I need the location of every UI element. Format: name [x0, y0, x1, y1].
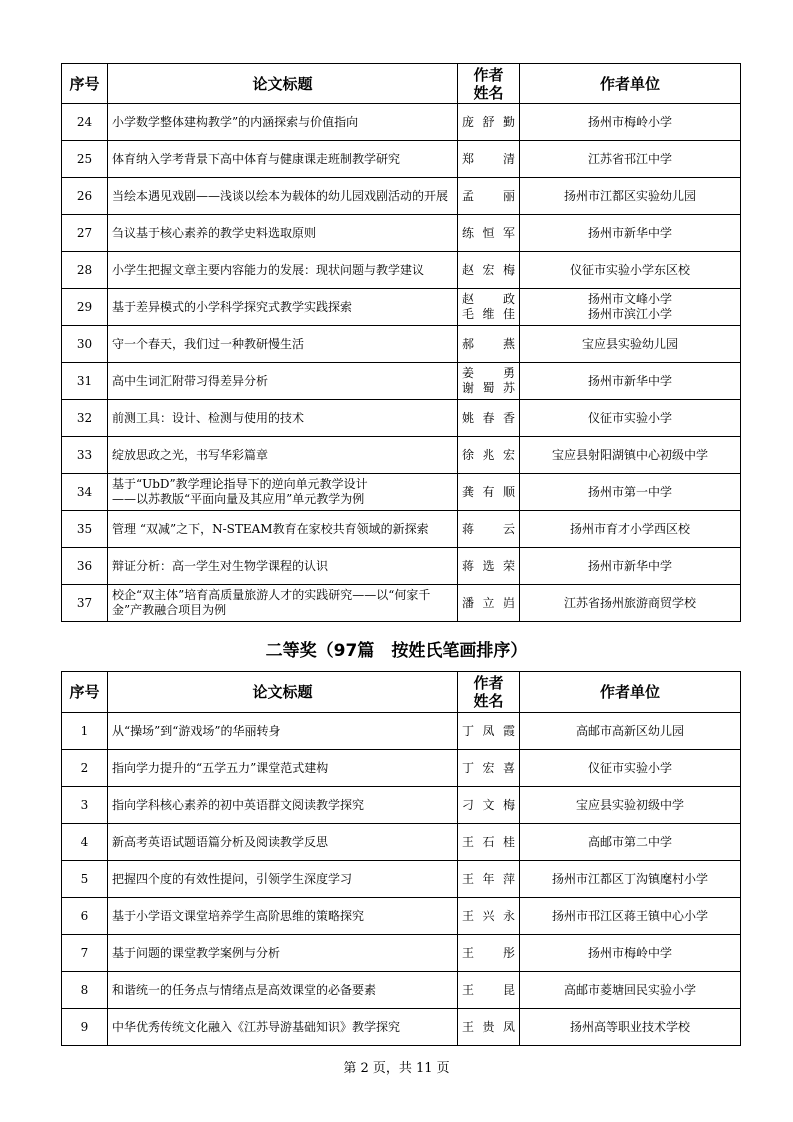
author-names	[458, 861, 520, 898]
paper-title: 基于小学语文课堂培养学生高阶思维的策略探究	[108, 898, 458, 935]
author-name: 蒋 云	[462, 521, 515, 536]
table-row	[62, 252, 741, 289]
page-footer: 第 2 页，共 11 页	[343, 1061, 450, 1076]
paper-title: 当绘本遇见戏剧——浅谈以绘本为载体的幼儿园戏剧活动的开展	[108, 178, 458, 215]
author-names	[458, 898, 520, 935]
paper-title: 守一个春天，我们过一种教研慢生活	[108, 326, 458, 363]
row-number: 3	[62, 787, 108, 824]
paper-title: 前测工具：设计、检测与使用的技术	[108, 400, 458, 437]
unit-name: 扬州市新华中学	[587, 558, 672, 573]
author-name: 郑 清	[462, 151, 515, 166]
unit-name: 仪征市实验小学东区校	[569, 262, 690, 277]
table-header-row	[62, 672, 741, 713]
unit-name: 扬州市梅岭小学	[587, 114, 672, 129]
author-unit	[520, 511, 741, 548]
author-unit	[520, 215, 741, 252]
header-unit: 作者单位	[520, 672, 741, 713]
table-row	[62, 824, 741, 861]
paper-title: 从“操场”到“游戏场”的华丽转身	[108, 713, 458, 750]
author-names	[458, 437, 520, 474]
row-number: 2	[62, 750, 108, 787]
table-row	[62, 104, 741, 141]
author-names	[458, 141, 520, 178]
unit-name: 扬州市育才小学西区校	[569, 521, 690, 536]
table-row	[62, 289, 741, 326]
author-unit	[520, 787, 741, 824]
header-num: 序号	[62, 672, 108, 713]
unit-name: 仪征市实验小学	[587, 760, 672, 775]
unit-name: 宝应县实验幼儿园	[581, 336, 678, 351]
author-unit	[520, 1009, 741, 1046]
row-number: 24	[62, 104, 108, 141]
table-row	[62, 178, 741, 215]
paper-title: 和谐统一的任务点与情绪点是高效课堂的必备要素	[108, 972, 458, 1009]
author-name: 丁凤霞	[462, 723, 515, 738]
unit-name: 扬州市新华中学	[587, 225, 672, 240]
row-number: 28	[62, 252, 108, 289]
paper-title: 管理 “双减”之下，N-STEAM教育在家校共育领域的新探索	[108, 511, 458, 548]
author-name: 王年萍	[462, 871, 515, 886]
author-name: 孟 丽	[462, 188, 515, 203]
unit-name: 江苏省邗江中学	[587, 151, 672, 166]
author-unit	[520, 713, 741, 750]
author-unit	[520, 252, 741, 289]
row-number: 31	[62, 363, 108, 400]
author-unit	[520, 141, 741, 178]
paper-title: 新高考英语试题语篇分析及阅读教学反思	[108, 824, 458, 861]
paper-title: 基于“UbD”教学理论指导下的逆向单元教学设计 ——以苏教版“平面向量及其应用”单元教学为例	[108, 474, 458, 511]
table-row	[62, 750, 741, 787]
header-author	[458, 64, 520, 104]
unit-name: 仪征市实验小学	[587, 410, 672, 425]
author-names	[458, 935, 520, 972]
author-name: 王 昆	[462, 982, 515, 997]
paper-title: 指向学科核心素养的初中英语群文阅读教学探究	[108, 787, 458, 824]
unit-name: 高邮市菱塘回民实验小学	[563, 982, 696, 997]
author-name: 蒋选荣	[462, 558, 515, 573]
row-number: 1	[62, 713, 108, 750]
award-table-second-prize	[61, 671, 741, 1046]
unit-name: 扬州市梅岭中学	[587, 945, 672, 960]
author-unit	[520, 326, 741, 363]
row-number: 4	[62, 824, 108, 861]
table-row	[62, 215, 741, 252]
header-author	[458, 672, 520, 713]
header-title: 论文标题	[108, 64, 458, 104]
author-names	[458, 787, 520, 824]
author-name: 练恒军	[462, 225, 515, 240]
row-number: 6	[62, 898, 108, 935]
paper-title: 体育纳入学考背景下高中体育与健康课走班制教学研究	[108, 141, 458, 178]
table-body	[62, 104, 741, 622]
unit-name: 扬州市江都区丁沟镇麾村小学	[551, 871, 708, 886]
row-number: 25	[62, 141, 108, 178]
table-row	[62, 898, 741, 935]
paper-title: 刍议基于核心素养的教学史料选取原则	[108, 215, 458, 252]
author-name: 王兴永	[462, 908, 515, 923]
paper-title: 中华优秀传统文化融入《江苏导游基础知识》教学探究	[108, 1009, 458, 1046]
author-unit	[520, 178, 741, 215]
paper-title: 小学生把握文章主要内容能力的发展：现状问题与教学建议	[108, 252, 458, 289]
author-names	[458, 178, 520, 215]
author-names	[458, 1009, 520, 1046]
author-unit	[520, 548, 741, 585]
unit-name: 扬州市滨江小学	[587, 307, 672, 321]
author-unit	[520, 750, 741, 787]
paper-title: 把握四个度的有效性提问，引领学生深度学习	[108, 861, 458, 898]
author-unit	[520, 474, 741, 511]
author-unit	[520, 363, 741, 400]
author-name: 庞舒勤	[462, 114, 515, 129]
author-names	[458, 750, 520, 787]
table-row	[62, 400, 741, 437]
author-unit	[520, 972, 741, 1009]
author-unit	[520, 861, 741, 898]
table-row	[62, 585, 741, 622]
table-body	[62, 713, 741, 1046]
unit-name: 扬州市新华中学	[587, 373, 672, 388]
row-number: 8	[62, 972, 108, 1009]
unit-name: 高邮市高新区幼儿园	[575, 723, 684, 738]
row-number: 29	[62, 289, 108, 326]
author-names	[458, 511, 520, 548]
paper-title: 绽放思政之光，书写华彩篇章	[108, 437, 458, 474]
author-name: 王 彤	[462, 945, 515, 960]
table-row	[62, 935, 741, 972]
row-number: 32	[62, 400, 108, 437]
header-title: 论文标题	[108, 672, 458, 713]
table-row	[62, 437, 741, 474]
paper-title: 高中生词汇附带习得差异分析	[108, 363, 458, 400]
row-number: 26	[62, 178, 108, 215]
row-number: 36	[62, 548, 108, 585]
author-name: 潘立岿	[462, 595, 515, 610]
author-name: 刁文梅	[462, 797, 515, 812]
row-number: 9	[62, 1009, 108, 1046]
author-name: 赵 政	[462, 292, 515, 306]
author-names	[458, 215, 520, 252]
author-names	[458, 548, 520, 585]
author-name: 姚春香	[462, 410, 515, 425]
unit-name: 扬州市江都区实验幼儿园	[563, 188, 696, 203]
author-unit	[520, 104, 741, 141]
table-row	[62, 787, 741, 824]
author-names	[458, 972, 520, 1009]
author-names	[458, 326, 520, 363]
author-name: 丁宏喜	[462, 760, 515, 775]
row-number: 27	[62, 215, 108, 252]
row-number: 30	[62, 326, 108, 363]
author-unit	[520, 289, 741, 326]
unit-name: 扬州市文峰小学	[587, 292, 672, 306]
author-unit	[520, 400, 741, 437]
table-row	[62, 972, 741, 1009]
table-row	[62, 548, 741, 585]
author-name: 谢蜀苏	[462, 381, 515, 395]
row-number: 33	[62, 437, 108, 474]
table-row	[62, 474, 741, 511]
author-name: 赵宏梅	[462, 262, 515, 277]
author-unit	[520, 824, 741, 861]
unit-name: 宝应县实验初级中学	[575, 797, 684, 812]
section-title-second-prize: 二等奖（97篇 按姓氏笔画排序）	[265, 641, 528, 661]
unit-name: 扬州高等职业技术学校	[569, 1019, 690, 1034]
award-table-first-prize-continued	[61, 63, 741, 622]
header-num: 序号	[62, 64, 108, 104]
author-names	[458, 824, 520, 861]
author-unit	[520, 585, 741, 622]
table-row	[62, 141, 741, 178]
unit-name: 扬州市邗江区蒋王镇中心小学	[551, 908, 708, 923]
row-number: 37	[62, 585, 108, 622]
row-number: 7	[62, 935, 108, 972]
header-author-line1: 作者	[473, 65, 504, 84]
table-header-row	[62, 64, 741, 104]
author-names	[458, 252, 520, 289]
table-row	[62, 511, 741, 548]
author-unit	[520, 437, 741, 474]
author-name: 徐兆宏	[462, 447, 515, 462]
unit-name: 扬州市第一中学	[587, 484, 672, 499]
header-author-line1: 作者	[473, 674, 504, 692]
unit-name: 宝应县射阳湖镇中心初级中学	[551, 447, 708, 462]
author-name: 姜 勇	[462, 366, 515, 380]
author-name: 王贵凤	[462, 1019, 515, 1034]
author-names	[458, 585, 520, 622]
unit-name: 江苏省扬州旅游商贸学校	[563, 595, 696, 610]
author-name: 龚有顺	[462, 484, 515, 499]
author-name: 毛维佳	[462, 307, 515, 321]
author-unit	[520, 935, 741, 972]
header-author-line2: 姓名	[473, 692, 504, 710]
table-row	[62, 1009, 741, 1046]
author-names	[458, 474, 520, 511]
author-name: 郝 燕	[462, 336, 515, 351]
table-row	[62, 861, 741, 898]
table-row	[62, 326, 741, 363]
paper-title: 小学数学整体建构教学”的内涵探索与价值指向	[108, 104, 458, 141]
paper-title: 基于问题的课堂教学案例与分析	[108, 935, 458, 972]
row-number: 34	[62, 474, 108, 511]
unit-name: 高邮市第二中学	[587, 834, 672, 849]
paper-title: 指向学力提升的“五学五力”课堂范式建构	[108, 750, 458, 787]
row-number: 35	[62, 511, 108, 548]
author-names	[458, 289, 520, 326]
author-names	[458, 400, 520, 437]
author-unit	[520, 898, 741, 935]
author-names	[458, 713, 520, 750]
author-names	[458, 104, 520, 141]
paper-title: 辩证分析：高一学生对生物学课程的认识	[108, 548, 458, 585]
author-name: 王石桂	[462, 834, 515, 849]
table-row	[62, 713, 741, 750]
paper-title: 基于差异模式的小学科学探究式教学实践探索	[108, 289, 458, 326]
author-names	[458, 363, 520, 400]
paper-title: 校企“双主体”培育高质量旅游人才的实践研究——以“何家千金”产教融合项目为例	[108, 585, 458, 622]
header-author-line2: 姓名	[473, 83, 504, 102]
row-number: 5	[62, 861, 108, 898]
table-row	[62, 363, 741, 400]
header-unit: 作者单位	[520, 64, 741, 104]
